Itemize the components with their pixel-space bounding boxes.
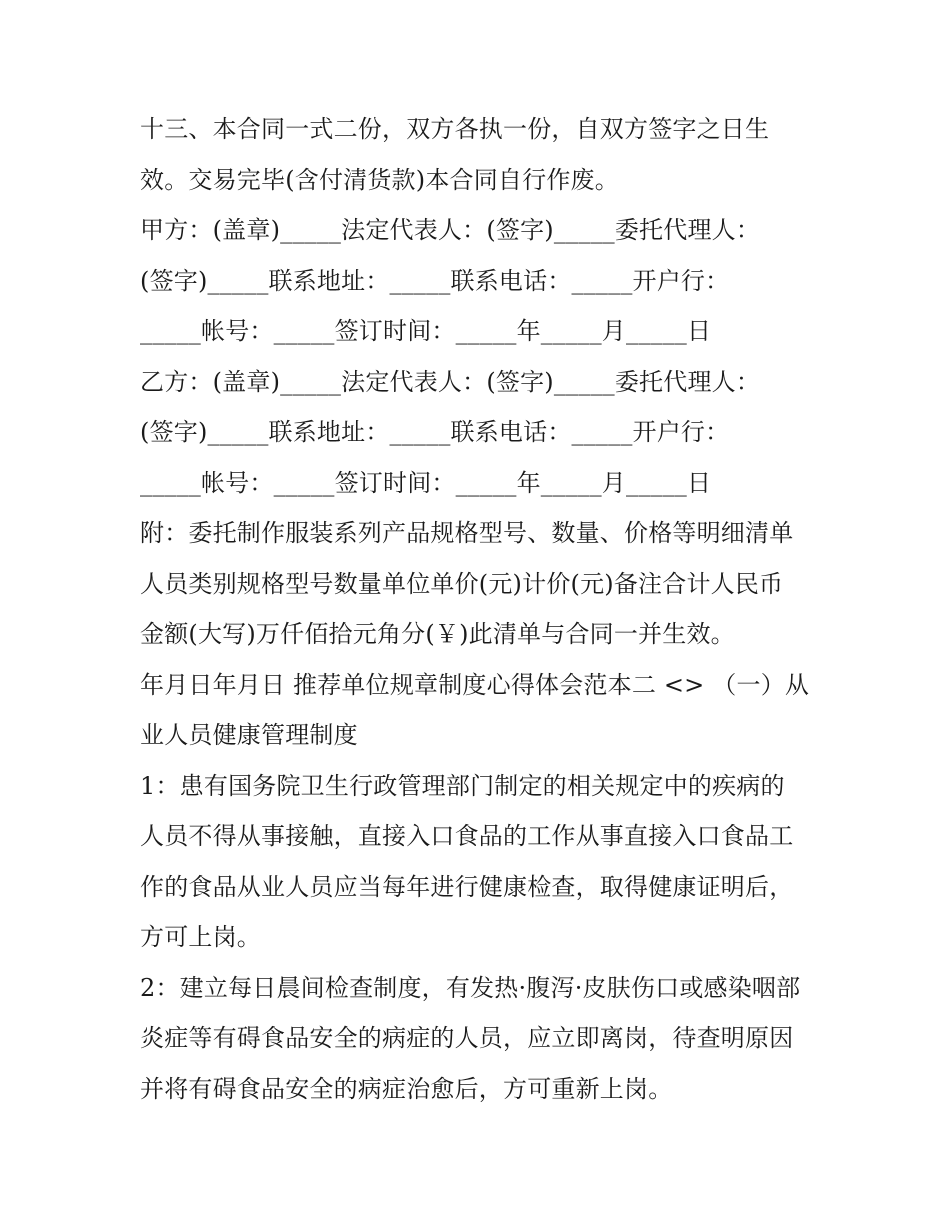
text-line-12: 年月日年月日 推荐单位规章制度心得体会范本二 <> （一）从 [140, 670, 810, 699]
text-line-18: 2：建立每日晨间检查制度，有发热·腹泻·皮肤伤口或感染咽部 [140, 973, 801, 1002]
text-line-6: 乙方：(盖章)_____法定代表人：(签字)_____委托代理人： [140, 367, 761, 396]
text-line-2: 效。交易完毕(含付清货款)本合同自行作废。 [140, 165, 619, 194]
text-line-15: 人员不得从事接触，直接入口食品的工作从事直接入口食品工 [140, 822, 794, 850]
text-line-8: _____帐号：_____签订时间：_____年_____月_____日 [140, 468, 712, 497]
text-line-14: 1：患有国务院卫生行政管理部门制定的相关规定中的疾病的 [140, 771, 785, 800]
text-line-4: (签字)_____联系地址：_____联系电话：_____开户行： [140, 266, 730, 295]
text-line-7: (签字)_____联系地址：_____联系电话：_____开户行： [140, 418, 730, 446]
document-body [140, 104, 820, 1114]
text-line-9: 附：委托制作服装系列产品规格型号、数量、价格等明细清单 [140, 519, 794, 547]
text-line-20: 并将有碍食品安全的病症治愈后，方可重新上岗。 [140, 1074, 673, 1103]
text-line-19: 炎症等有碍食品安全的病症的人员，应立即离岗，待查明原因 [140, 1024, 794, 1052]
text-line-10: 人员类别规格型号数量单位单价(元)计价(元)备注合计人民币 [140, 569, 784, 598]
text-line-5: _____帐号：_____签订时间：_____年_____月_____日 [140, 317, 712, 345]
text-line-16: 作的食品从业人员应当每年进行健康检查，取得健康证明后， [140, 872, 794, 901]
text-line-17: 方可上岗。 [140, 923, 261, 951]
text-line-3: 甲方：(盖章)_____法定代表人：(签字)_____委托代理人： [140, 216, 761, 244]
text-line-13: 业人员健康管理制度 [140, 721, 358, 749]
text-line-11: 金额(大写)万仟佰拾元角分(￥)此清单与合同一并生效。 [140, 620, 735, 648]
text-line-1: 十三、本合同一式二份，双方各执一份，自双方签字之日生 [140, 115, 770, 143]
